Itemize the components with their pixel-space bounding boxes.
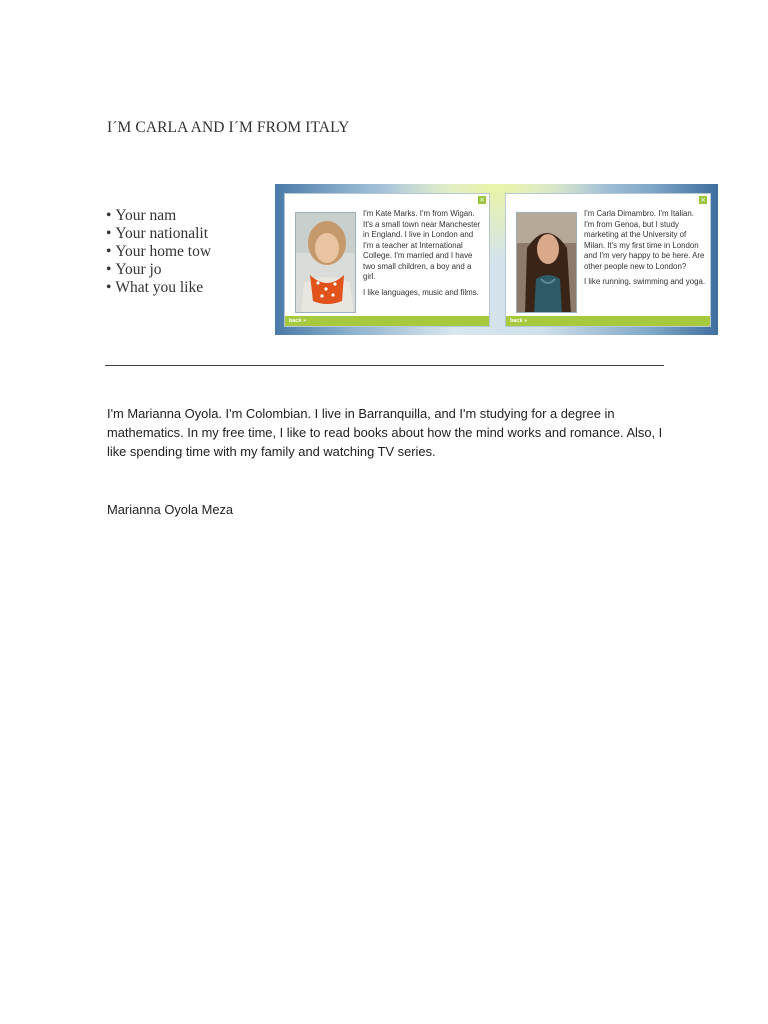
portrait-carla-icon [517,213,577,313]
profile-text-carla [584,209,706,293]
profile-paragraph: I like running, swimming and yoga. [584,277,706,286]
portrait-photo-carla [516,212,577,313]
portrait-photo-kate [295,212,356,313]
profile-text-kate [363,209,485,303]
list-item: • What you like [106,279,211,297]
bio-paragraph: I'm Marianna Oyola. I'm Colombian. I live in Barranquilla, and I'm studying for a degree in mathematics. In my free time, I like to read books about how the mind works and romance. Also, I like spending time with my family and watching TV series. [107,406,663,459]
back-link[interactable]: back » [506,316,710,326]
divider [105,365,664,366]
profile-card-kate [284,193,490,327]
profile-banner-image [275,184,718,335]
profile-card-carla [505,193,711,327]
close-icon: × [479,196,485,204]
page-title: I´M CARLA AND I´M FROM ITALY [107,119,350,136]
signature-text: Marianna Oyola Meza [107,502,234,517]
bullet-list [106,207,211,297]
back-link[interactable]: back » [285,316,489,326]
list-item: • Your nam [106,207,211,225]
profile-paragraph: I'm Carla Dimambro. I'm Italian. I'm from Genoa, but I study marketing at the University of Milan. It's my first time in London and I'm very happy to be here. Are other people new to London? [584,209,705,271]
list-item: • Your nationalit [106,225,211,243]
list-item: • Your home tow [106,243,211,261]
profile-paragraph: I like languages, music and films. [363,287,479,297]
portrait-kate-icon [296,213,356,313]
list-item: • Your jo [106,261,211,279]
close-icon: × [700,196,706,204]
profile-paragraph: I'm Kate Marks. I'm from Wigan. It's a small town near Manchester in England. I live in London and I'm a teacher at International College. I'm married and I have two small children, a boy and a girl. [363,209,481,281]
